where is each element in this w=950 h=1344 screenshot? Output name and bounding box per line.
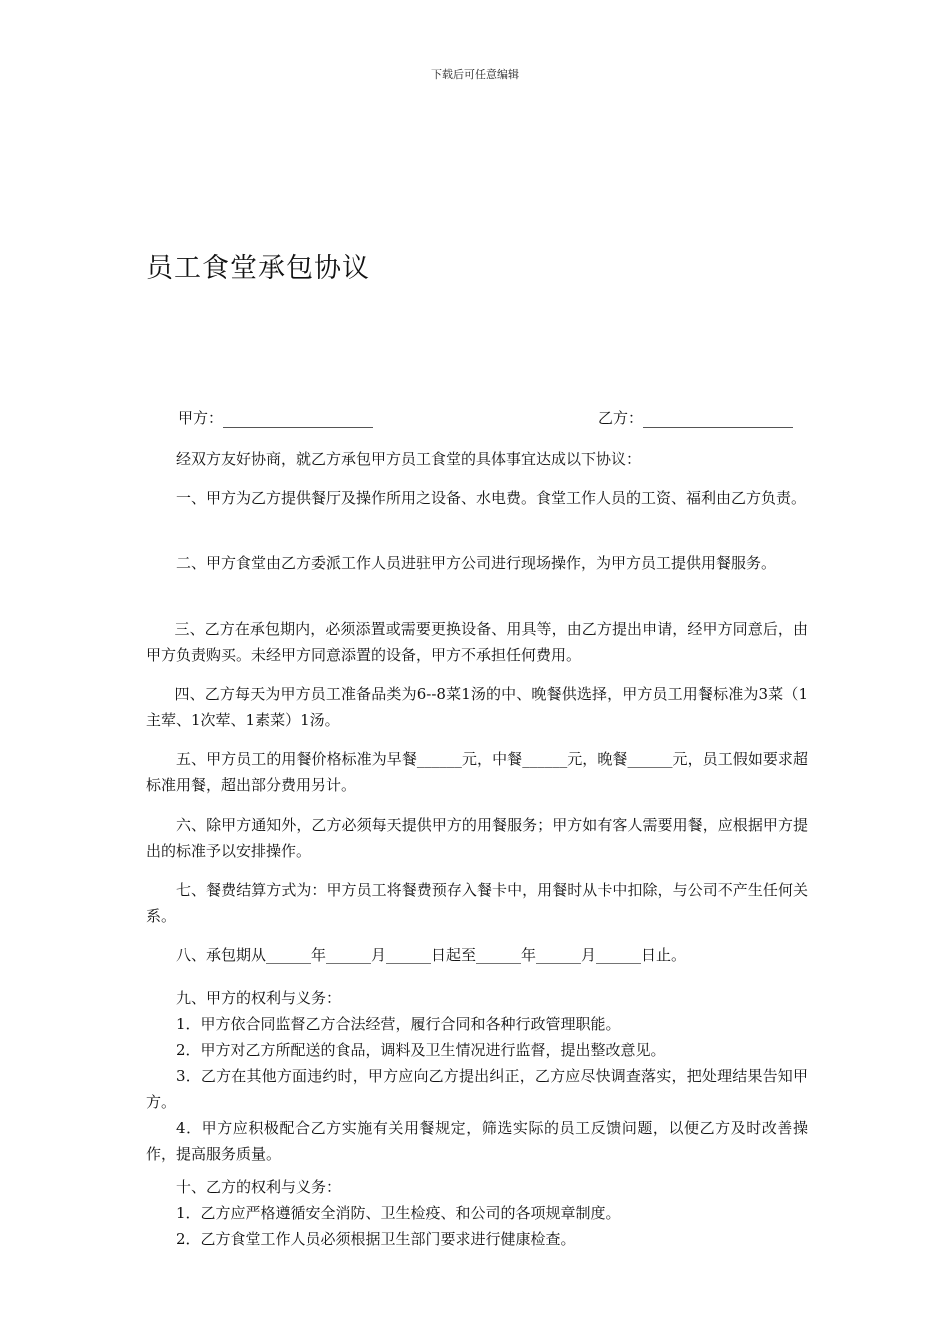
clause-6: 六、除甲方通知外，乙方必须每天提供甲方的用餐服务；甲方如有客人需要用餐，应根据甲方提出的标准予以安排操作。: [146, 816, 808, 860]
clause-5: 五、甲方员工的用餐价格标准为早餐______元，中餐______元，晚餐______元，员工假如要求超标准用餐，超出部分费用另计。: [146, 750, 808, 794]
section-9-item-3: 3．乙方在其他方面违约时，甲方应向乙方提出纠正，乙方应尽快调查落实，把处理结果告知甲方。: [146, 1067, 808, 1111]
party-b-blank: [643, 410, 793, 428]
section-9: [146, 985, 808, 1167]
clause-1: 一、甲方为乙方提供餐厅及操作所用之设备、水电费。食堂工作人员的工资、福利由乙方负责。: [176, 489, 807, 507]
party-b: [598, 407, 793, 428]
section-9-heading: 九、甲方的权利与义务：: [176, 989, 342, 1007]
clause-7: 七、餐费结算方式为：甲方员工将餐费预存入餐卡中，用餐时从卡中扣除，与公司不产生任何关系。: [146, 881, 808, 925]
header-note: 下载后可任意编辑: [431, 68, 519, 81]
clause-8: 八、承包期从______年______月______日起至______年______月______日止。: [176, 946, 687, 964]
clause-4: 四、乙方每天为甲方员工准备品类为6--8菜1汤的中、晚餐供选择，甲方员工用餐标准为3菜（1主荤、1次荤、1素菜）1汤。: [146, 685, 808, 729]
party-b-label: 乙方：: [598, 409, 644, 427]
party-a-blank: [223, 410, 373, 428]
party-a-label: 甲方：: [178, 409, 224, 427]
party-a: [178, 407, 373, 428]
clause-2: 二、甲方食堂由乙方委派工作人员进驻甲方公司进行现场操作，为甲方员工提供用餐服务。: [176, 554, 777, 572]
section-9-item-4: 4．甲方应积极配合乙方实施有关用餐规定，筛选实际的员工反馈问题，以便乙方及时改善操作，提高服务质量。: [146, 1119, 808, 1163]
section-10-item-1: 1．乙方应严格遵循安全消防、卫生检疫、和公司的各项规章制度。: [176, 1204, 621, 1222]
intro-paragraph: 经双方友好协商，就乙方承包甲方员工食堂的具体事宜达成以下协议：: [176, 450, 642, 468]
clause-3: 三、乙方在承包期内，必须添置或需要更换设备、用具等，由乙方提出申请，经甲方同意后，由甲方负责购买。未经甲方同意添置的设备，甲方不承担任何费用。: [146, 620, 808, 664]
section-10-heading: 十、乙方的权利与义务：: [176, 1178, 342, 1196]
document-title: 员工食堂承包协议: [146, 253, 370, 284]
section-10: [146, 1174, 808, 1252]
section-9-item-1: 1．甲方依合同监督乙方合法经营，履行合同和各种行政管理职能。: [176, 1015, 621, 1033]
section-10-item-2: 2．乙方食堂工作人员必须根据卫生部门要求进行健康检查。: [176, 1230, 576, 1248]
section-9-item-2: 2．甲方对乙方所配送的食品，调料及卫生情况进行监督，提出整改意见。: [176, 1041, 666, 1059]
